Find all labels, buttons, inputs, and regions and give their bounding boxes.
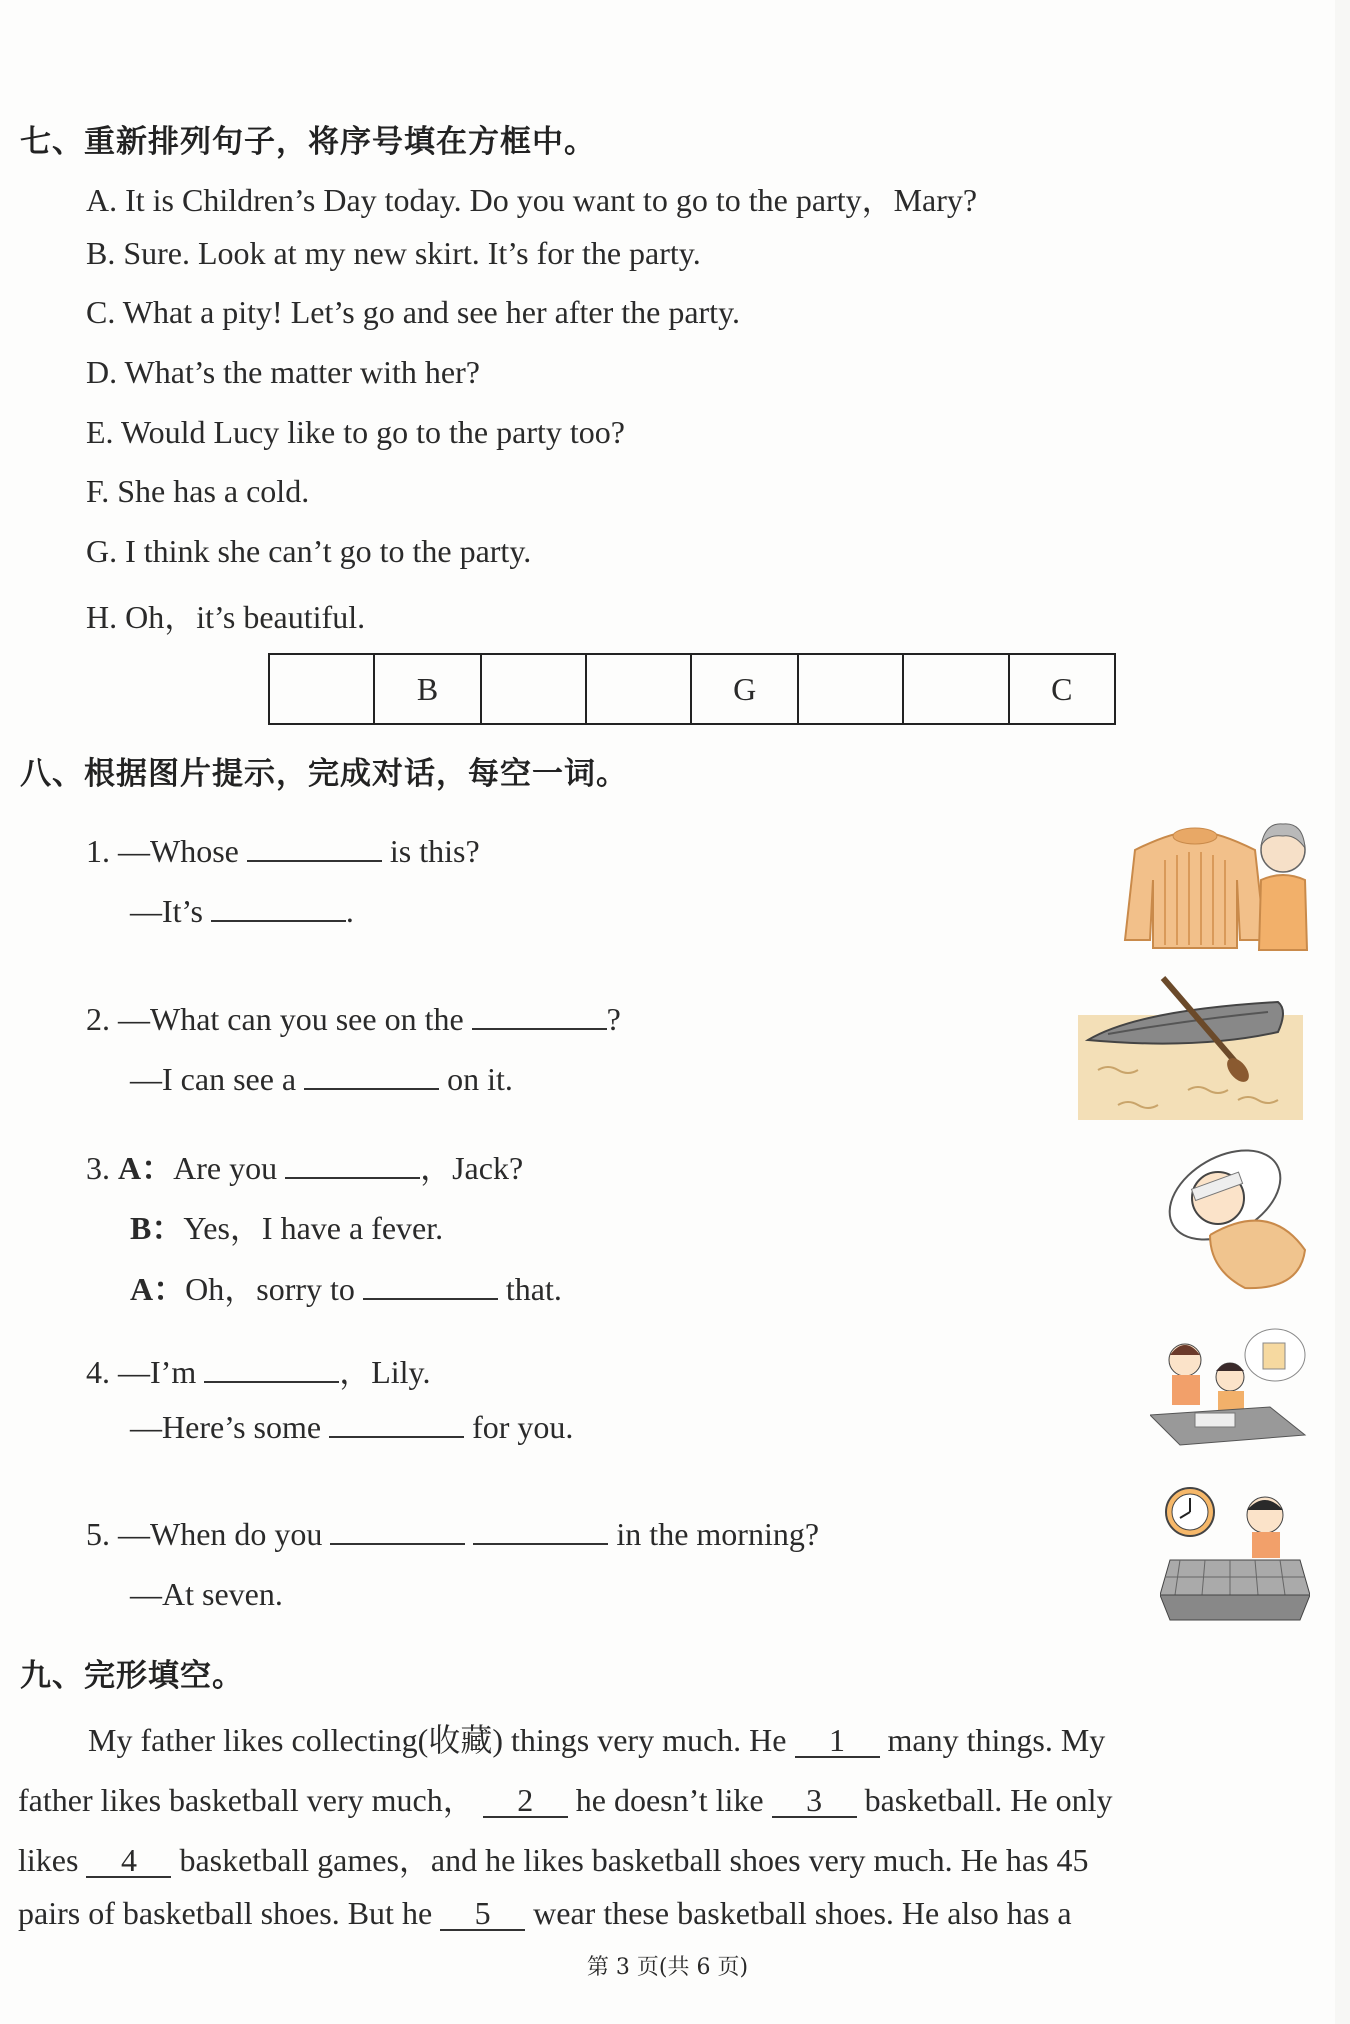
answer-box[interactable]	[269, 654, 374, 724]
q2-blank-2[interactable]	[304, 1060, 439, 1090]
cloze-text: many things. My	[887, 1722, 1106, 1758]
page-footer: 第 3 页(共 6 页)	[586, 1955, 749, 1980]
q4-blank-1[interactable]	[204, 1353, 339, 1383]
q1-blank-2[interactable]	[211, 892, 346, 922]
q5-line2	[130, 1576, 283, 1613]
q3-speaker-b: B：	[130, 1210, 184, 1246]
q4-line2	[130, 1408, 573, 1446]
q4-text-d: for you.	[472, 1409, 574, 1445]
cloze-blank-5[interactable]: 5	[440, 1897, 525, 1931]
option-g: G. I think she can’t go to the party.	[86, 533, 532, 569]
cloze-blank-2[interactable]: 2	[483, 1784, 568, 1818]
q4-blank-2[interactable]	[329, 1408, 464, 1438]
answer-box[interactable]	[903, 654, 1008, 724]
q5-text-a: 5. —When do you	[86, 1516, 323, 1552]
q2-blank-1[interactable]	[472, 1000, 607, 1030]
q3-text-a: Are you	[173, 1150, 278, 1186]
q3-speaker-c: A：	[130, 1271, 186, 1307]
cloze-text: basketball games，and he likes basketball shoes very much. He has 45	[179, 1842, 1089, 1878]
cloze-text: father likes basketball very much，	[18, 1782, 475, 1818]
option-b: B. Sure. Look at my new skirt. It’s for the party.	[86, 235, 701, 271]
answer-box[interactable]	[798, 654, 903, 724]
option-c: C. What a pity! Let’s go and see her after the party.	[86, 294, 740, 330]
option-d: D. What’s the matter with her?	[86, 354, 480, 390]
q1-blank-1[interactable]	[247, 832, 382, 862]
q5-line1	[86, 1515, 819, 1553]
q5-blank-2[interactable]	[473, 1515, 608, 1545]
cloze-blank-3[interactable]: 3	[772, 1784, 857, 1818]
cloze-text: wear these basketball shoes. He also has a	[533, 1895, 1072, 1931]
cloze-line-4	[18, 1895, 1072, 1932]
q1-text-d: .	[345, 893, 354, 929]
cloze-text: likes	[18, 1842, 79, 1878]
q4-text-a: 4. —I’m	[86, 1354, 197, 1390]
q1-line1	[86, 832, 480, 870]
q4-line1	[86, 1347, 430, 1393]
cloze-text: he doesn’t like	[575, 1782, 764, 1818]
thirsty-girl-picture	[1150, 1315, 1310, 1460]
option-f: F. She has a cold.	[86, 473, 310, 509]
q3-number: 3.	[86, 1150, 110, 1186]
boat-picture	[1078, 970, 1303, 1120]
cloze-blank-1[interactable]: 1	[795, 1724, 880, 1758]
q3-text-c: Oh，sorry to	[185, 1271, 355, 1307]
q1-text-c: —It’s	[130, 893, 203, 929]
answer-box-row	[268, 653, 1116, 725]
q2-line1	[86, 1000, 621, 1038]
q3-text-c-end: that.	[505, 1271, 562, 1307]
q3-line1	[86, 1143, 523, 1189]
q4-text-b: ，Lily.	[339, 1354, 431, 1390]
q3-line2	[130, 1203, 443, 1249]
q2-text-b: ?	[606, 1001, 621, 1037]
cloze-text: basketball. He only	[864, 1782, 1113, 1818]
q3-blank-1[interactable]	[285, 1149, 420, 1179]
cloze-text: pairs of basketball shoes. But he	[18, 1895, 433, 1931]
breakfast-clock-picture	[1160, 1480, 1310, 1630]
q4-text-c: —Here’s some	[130, 1409, 322, 1445]
q1-line2	[130, 892, 354, 930]
section7-heading: 七、重新排列句子，将序号填在方框中。	[20, 124, 596, 160]
q2-line2	[130, 1060, 513, 1098]
q2-text-d: on it.	[447, 1061, 513, 1097]
cloze-line-2	[18, 1775, 1113, 1821]
q5-text-b: in the morning?	[616, 1516, 820, 1552]
q1-text-a: 1. —Whose	[86, 833, 239, 869]
cloze-blank-4[interactable]: 4	[86, 1844, 171, 1878]
q3-speaker-a: A：	[118, 1150, 174, 1186]
q3-text-a-end: ，Jack?	[420, 1150, 524, 1186]
q2-text-c: —I can see a	[130, 1061, 297, 1097]
cloze-line-3	[18, 1835, 1089, 1881]
option-e: E. Would Lucy like to go to the party too?	[86, 414, 625, 450]
q3-blank-2[interactable]	[363, 1270, 498, 1300]
answer-box[interactable]: C	[1009, 654, 1115, 724]
sick-boy-picture	[1150, 1140, 1310, 1290]
sweater-picture	[1115, 810, 1315, 960]
section8-heading: 八、根据图片提示，完成对话，每空一词。	[20, 756, 628, 792]
answer-box[interactable]: B	[374, 654, 480, 724]
q5-text-c: —At seven.	[130, 1576, 283, 1612]
answer-box[interactable]	[586, 654, 691, 724]
cloze-line-1	[88, 1715, 1105, 1761]
q3-text-b: Yes，I have a fever.	[183, 1210, 444, 1246]
section9-heading: 九、完形填空。	[20, 1658, 244, 1694]
q2-text-a: 2. —What can you see on the	[86, 1001, 464, 1037]
answer-box[interactable]: G	[691, 654, 797, 724]
option-a: A. It is Children’s Day today. Do you want to go to the party，Mary?	[86, 182, 978, 218]
q1-text-b: is this?	[389, 833, 480, 869]
cloze-text: My father likes collecting(收藏) things very much. He	[88, 1722, 787, 1758]
q3-line3	[130, 1264, 562, 1310]
q5-blank-1[interactable]	[330, 1515, 465, 1545]
option-h: H. Oh，it’s beautiful.	[86, 599, 366, 635]
answer-box[interactable]	[481, 654, 586, 724]
